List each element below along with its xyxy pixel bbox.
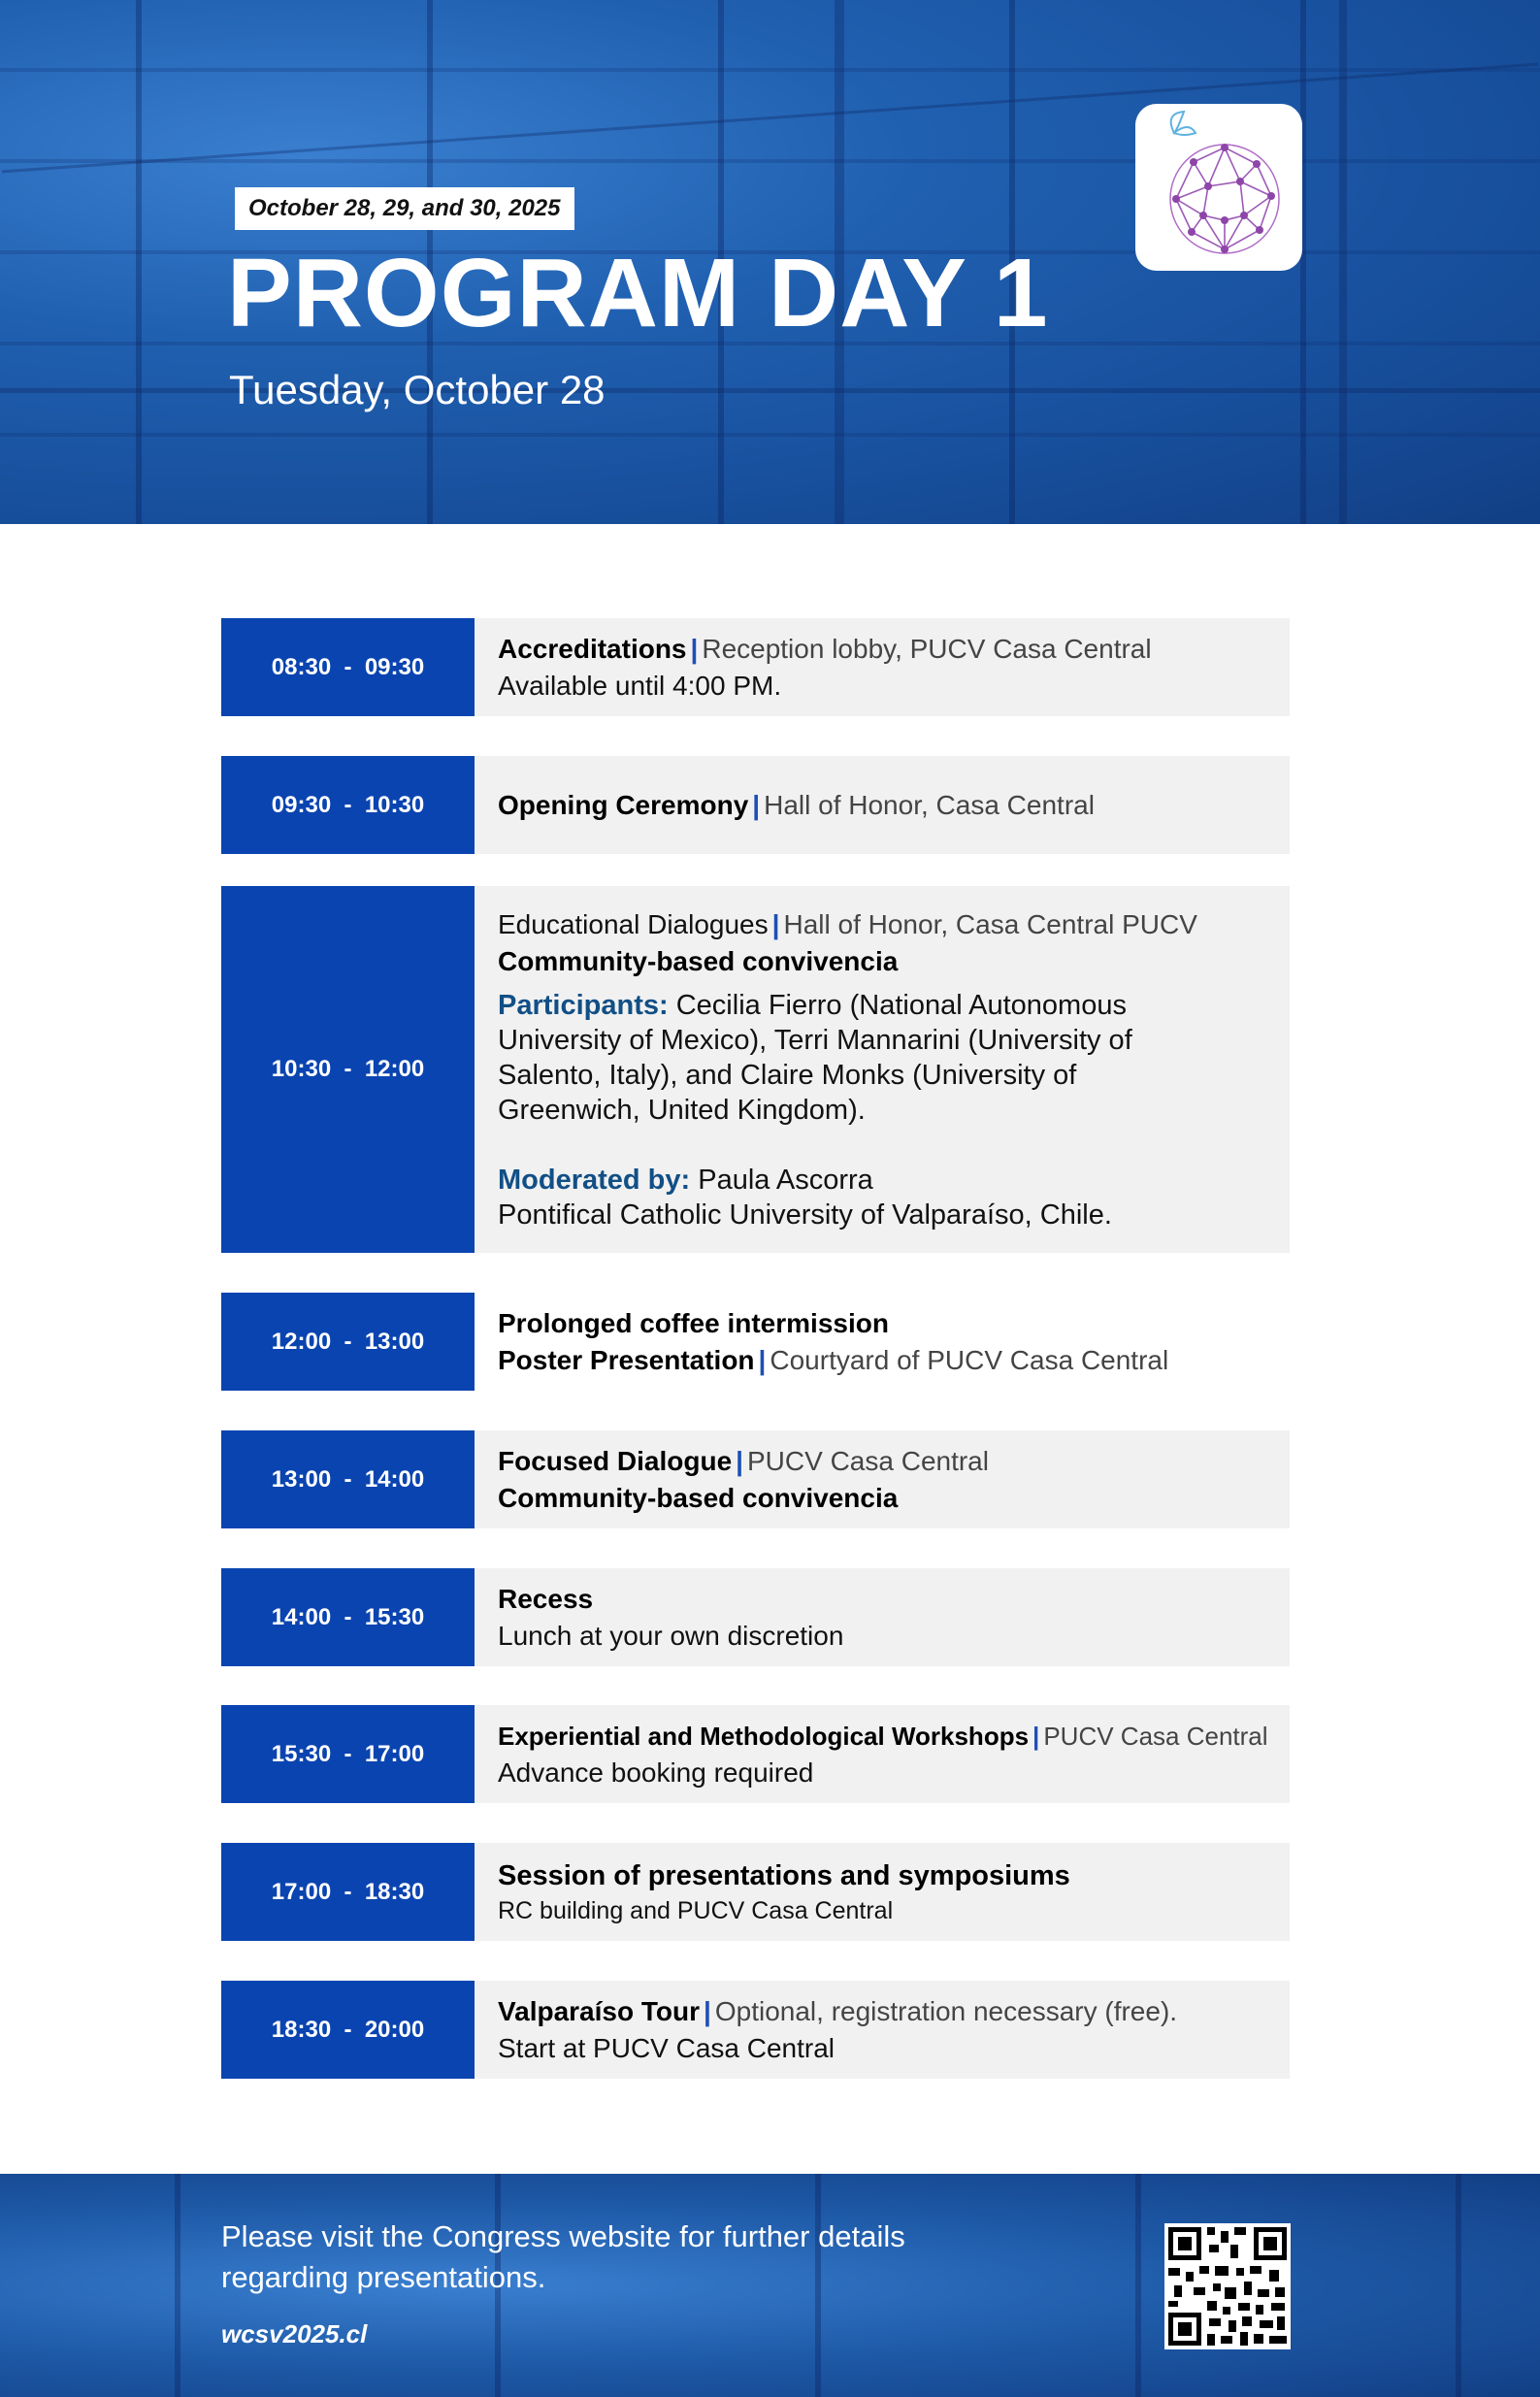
session-location: Reception lobby, PUCV Casa Central xyxy=(702,633,1152,664)
header-banner xyxy=(0,0,1540,524)
schedule-row-presentations xyxy=(221,1843,1290,1941)
session-heading xyxy=(498,1993,1290,2030)
session-detail: Lunch at your own discretion xyxy=(498,1620,844,1651)
moderator-affiliation: Pontifical Catholic University of Valparaíso, Chile. xyxy=(498,1199,1112,1231)
footer-banner xyxy=(0,2174,1540,2397)
time-slot: 09:30 - 10:30 xyxy=(221,756,475,854)
page-title: PROGRAM DAY 1 xyxy=(227,239,1049,347)
separator: | xyxy=(752,789,761,820)
moderator xyxy=(498,1163,1290,1232)
separator: | xyxy=(1032,1721,1040,1751)
session-detail: Available until 4:00 PM. xyxy=(498,670,782,701)
participants-line: Cecilia Fierro (National Autonomous xyxy=(675,990,1127,1021)
session-title: Experiential and Methodological Workshops xyxy=(498,1721,1030,1751)
session-content xyxy=(475,1293,1290,1391)
session-heading xyxy=(498,787,1290,824)
session-title: Session of presentations and symposiums xyxy=(498,1859,1070,1891)
schedule-row-coffee xyxy=(221,1293,1290,1391)
moderator-name: Paula Ascorra xyxy=(698,1165,873,1196)
congress-logo xyxy=(1135,104,1302,271)
network-globe-icon xyxy=(1135,104,1302,271)
participants-line: Salento, Italy), and Claire Monks (University of xyxy=(498,1060,1077,1091)
schedule-row-accreditations xyxy=(221,618,1290,716)
session-content xyxy=(475,1705,1290,1803)
separator: | xyxy=(758,1344,767,1375)
time-slot: 12:00 - 13:00 xyxy=(221,1293,475,1391)
session-location: Hall of Honor, Casa Central PUCV xyxy=(783,909,1197,939)
session-subtitle: Community-based convivencia xyxy=(498,946,899,976)
session-heading xyxy=(498,1342,1290,1379)
participants xyxy=(498,988,1290,1128)
session-heading xyxy=(498,1443,1290,1480)
session-heading xyxy=(498,906,1290,943)
session-location: Hall of Honor, Casa Central xyxy=(764,789,1095,820)
banner-texture xyxy=(2,63,1538,174)
session-title: Accreditations xyxy=(498,633,687,664)
session-content xyxy=(475,1430,1290,1528)
separator: | xyxy=(704,1995,711,2026)
session-title: Opening Ceremony xyxy=(498,789,749,820)
page-subtitle: Tuesday, October 28 xyxy=(229,367,606,412)
banner-texture xyxy=(1339,0,1347,524)
schedule-row-workshops xyxy=(221,1705,1290,1803)
time-slot: 13:00 - 14:00 xyxy=(221,1430,475,1528)
schedule-row-educational-dialogues xyxy=(221,886,1290,1253)
qr-code[interactable] xyxy=(1164,2223,1291,2349)
session-location: PUCV Casa Central xyxy=(747,1445,989,1476)
session-content xyxy=(475,1981,1290,2079)
session-content xyxy=(475,1568,1290,1666)
time-slot: 17:00 - 18:30 xyxy=(221,1843,475,1941)
session-location: Courtyard of PUCV Casa Central xyxy=(770,1344,1169,1375)
session-title: Recess xyxy=(498,1583,594,1614)
footer-message-line: Please visit the Congress website for further details xyxy=(221,2219,905,2253)
session-title: Educational Dialogues xyxy=(498,909,769,939)
participants-line: Greenwich, United Kingdom). xyxy=(498,1095,866,1126)
footer-message xyxy=(221,2216,1017,2298)
session-detail: Start at PUCV Casa Central xyxy=(498,2032,836,2063)
schedule-row-tour xyxy=(221,1981,1290,2079)
time-slot: 10:30 - 12:00 xyxy=(221,886,475,1253)
time-slot: 18:30 - 20:00 xyxy=(221,1981,475,2079)
session-heading xyxy=(498,1718,1290,1755)
session-content xyxy=(475,886,1290,1253)
time-slot: 08:30 - 09:30 xyxy=(221,618,475,716)
participants-line: University of Mexico), Terri Mannarini (University of xyxy=(498,1025,1132,1056)
schedule-row-focused-dialogue xyxy=(221,1430,1290,1528)
date-badge: October 28, 29, and 30, 2025 xyxy=(235,187,574,230)
separator: | xyxy=(690,633,699,664)
separator: | xyxy=(736,1445,743,1476)
session-subtitle: Community-based convivencia xyxy=(498,1482,899,1513)
session-detail: RC building and PUCV Casa Central xyxy=(498,1896,894,1924)
session-title-secondary: Poster Presentation xyxy=(498,1344,755,1375)
session-location: PUCV Casa Central xyxy=(1043,1721,1268,1751)
moderator-label: Moderated by: xyxy=(498,1165,691,1196)
participants-label: Participants: xyxy=(498,990,669,1021)
session-content xyxy=(475,1843,1290,1941)
separator: | xyxy=(771,909,780,939)
schedule-row-recess xyxy=(221,1568,1290,1666)
time-slot: 14:00 - 15:30 xyxy=(221,1568,475,1666)
website-link[interactable]: wcsv2025.cl xyxy=(221,2319,368,2348)
session-content xyxy=(475,756,1290,854)
session-title: Prolonged coffee intermission xyxy=(498,1307,889,1338)
session-title: Valparaíso Tour xyxy=(498,1995,700,2026)
session-location: Optional, registration necessary (free). xyxy=(714,1995,1178,2026)
footer-message-line: regarding presentations. xyxy=(221,2260,546,2294)
time-slot: 15:30 - 17:00 xyxy=(221,1705,475,1803)
session-title: Focused Dialogue xyxy=(498,1445,733,1476)
session-detail: Advance booking required xyxy=(498,1757,814,1788)
qr-code-icon xyxy=(1164,2223,1291,2349)
schedule-row-opening xyxy=(221,756,1290,854)
session-heading xyxy=(498,631,1290,668)
session-content xyxy=(475,618,1290,716)
